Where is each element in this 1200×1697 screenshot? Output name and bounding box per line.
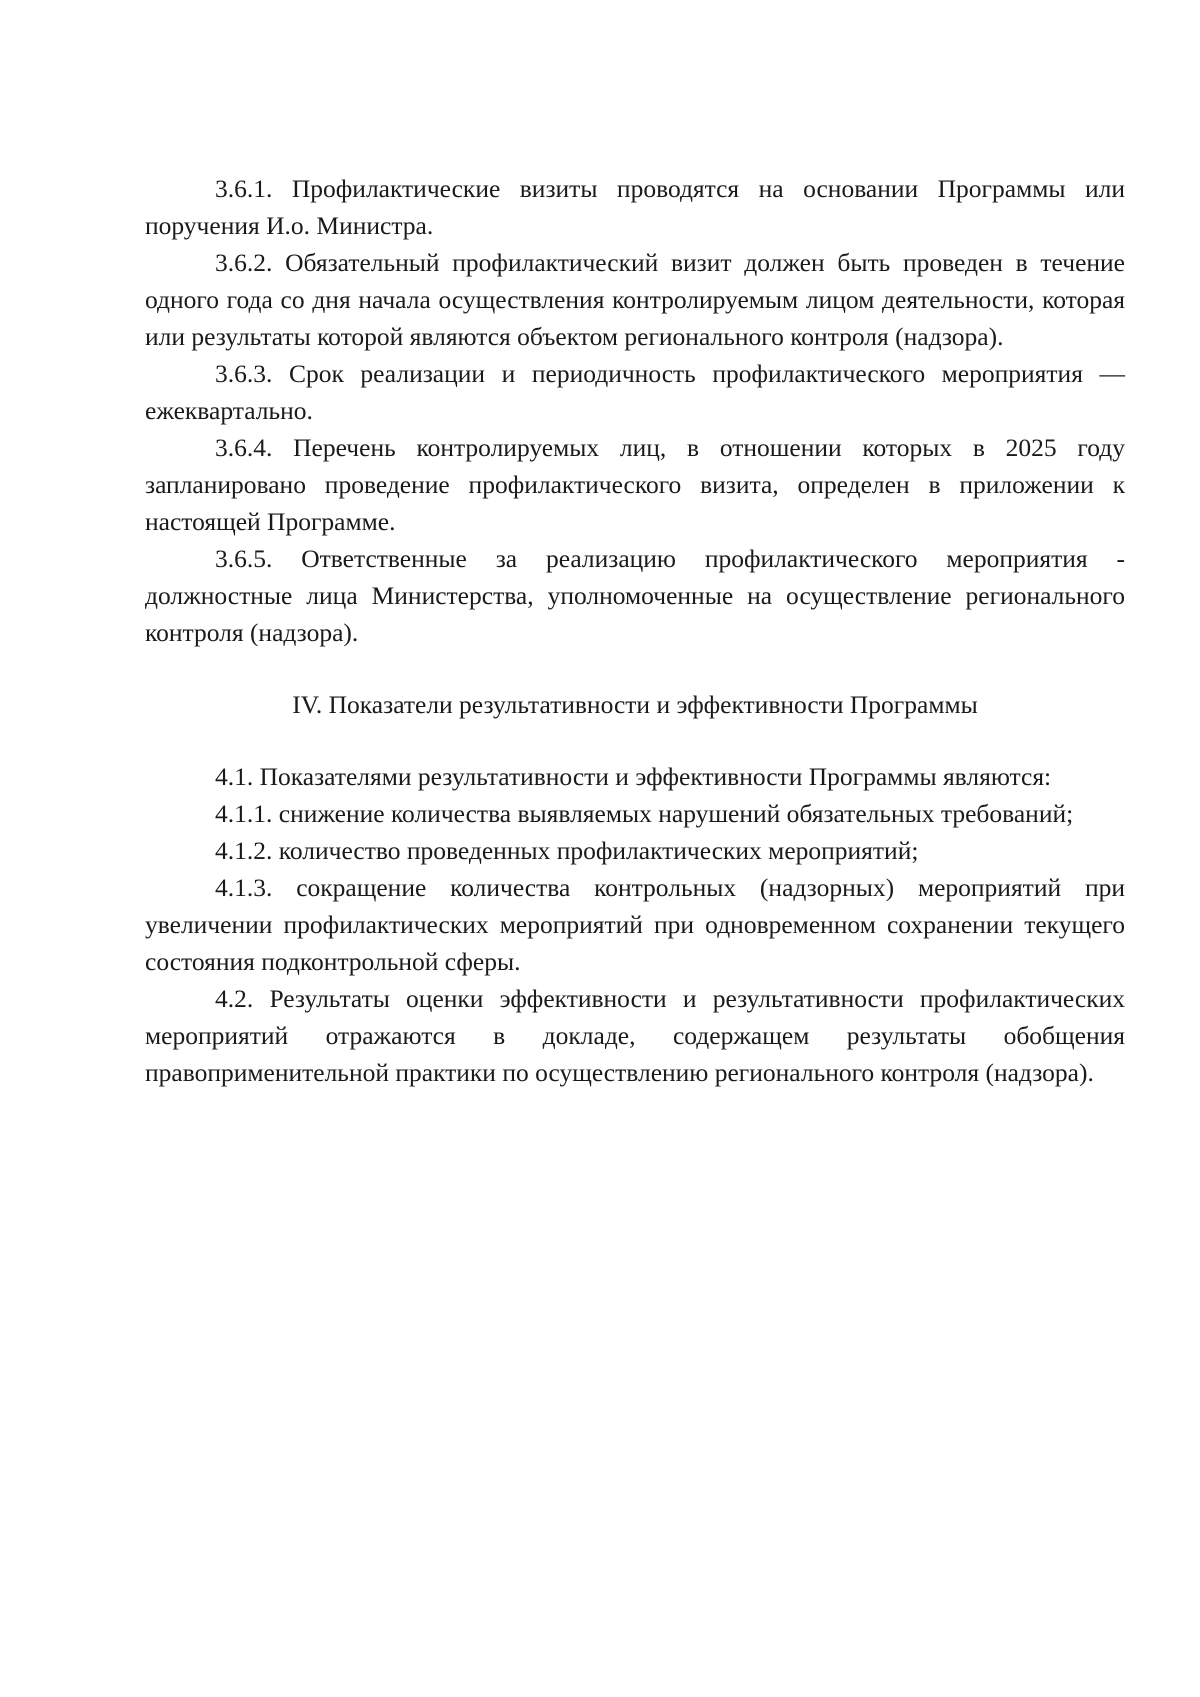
paragraph-4-1: 4.1. Показателями результативности и эффективности Программы являются: bbox=[215, 762, 1052, 791]
paragraph-4-1-3: 4.1.3. сокращение количества контрольных (надзорных) мероприятий при увеличении профилактических мероприятий при одновременном сохранении текущего состояния подконтрольной сферы. bbox=[145, 873, 1125, 976]
section-heading-iv: IV. Показатели результативности и эффективности Программы bbox=[292, 690, 978, 719]
paragraph-3-6-3: 3.6.3. Срок реализации и периодичность профилактического мероприятия — ежеквартально. bbox=[145, 359, 1125, 425]
paragraph-3-6-5: 3.6.5. Ответственные за реализацию профилактического мероприятия - должностные лица Министерства, уполномоченные на осуществление регионального контроля (надзора). bbox=[145, 544, 1125, 647]
paragraph-3-6-4: 3.6.4. Перечень контролируемых лиц, в отношении которых в 2025 году запланировано проведение профилактического визита, определен в приложении к настоящей Программе. bbox=[145, 433, 1125, 536]
paragraph-4-1-1: 4.1.1. снижение количества выявляемых нарушений обязательных требований; bbox=[215, 799, 1074, 828]
paragraph-3-6-2: 3.6.2. Обязательный профилактический визит должен быть проведен в течение одного года со дня начала осуществления контролируемым лицом деятельности, которая или результаты которой являются объектом регионального контроля (надзора). bbox=[145, 248, 1125, 351]
document-body bbox=[145, 170, 1125, 1091]
paragraph-4-2: 4.2. Результаты оценки эффективности и результативности профилактических мероприятий отражаются в докладе, содержащем результаты обобщения правоприменительной практики по осуществлению регионального контроля (надзора). bbox=[145, 984, 1125, 1087]
paragraph-4-1-2: 4.1.2. количество проведенных профилактических мероприятий; bbox=[215, 836, 919, 865]
paragraph-3-6-1: 3.6.1. Профилактические визиты проводятся на основании Программы или поручения И.о. Министра. bbox=[145, 174, 1125, 240]
